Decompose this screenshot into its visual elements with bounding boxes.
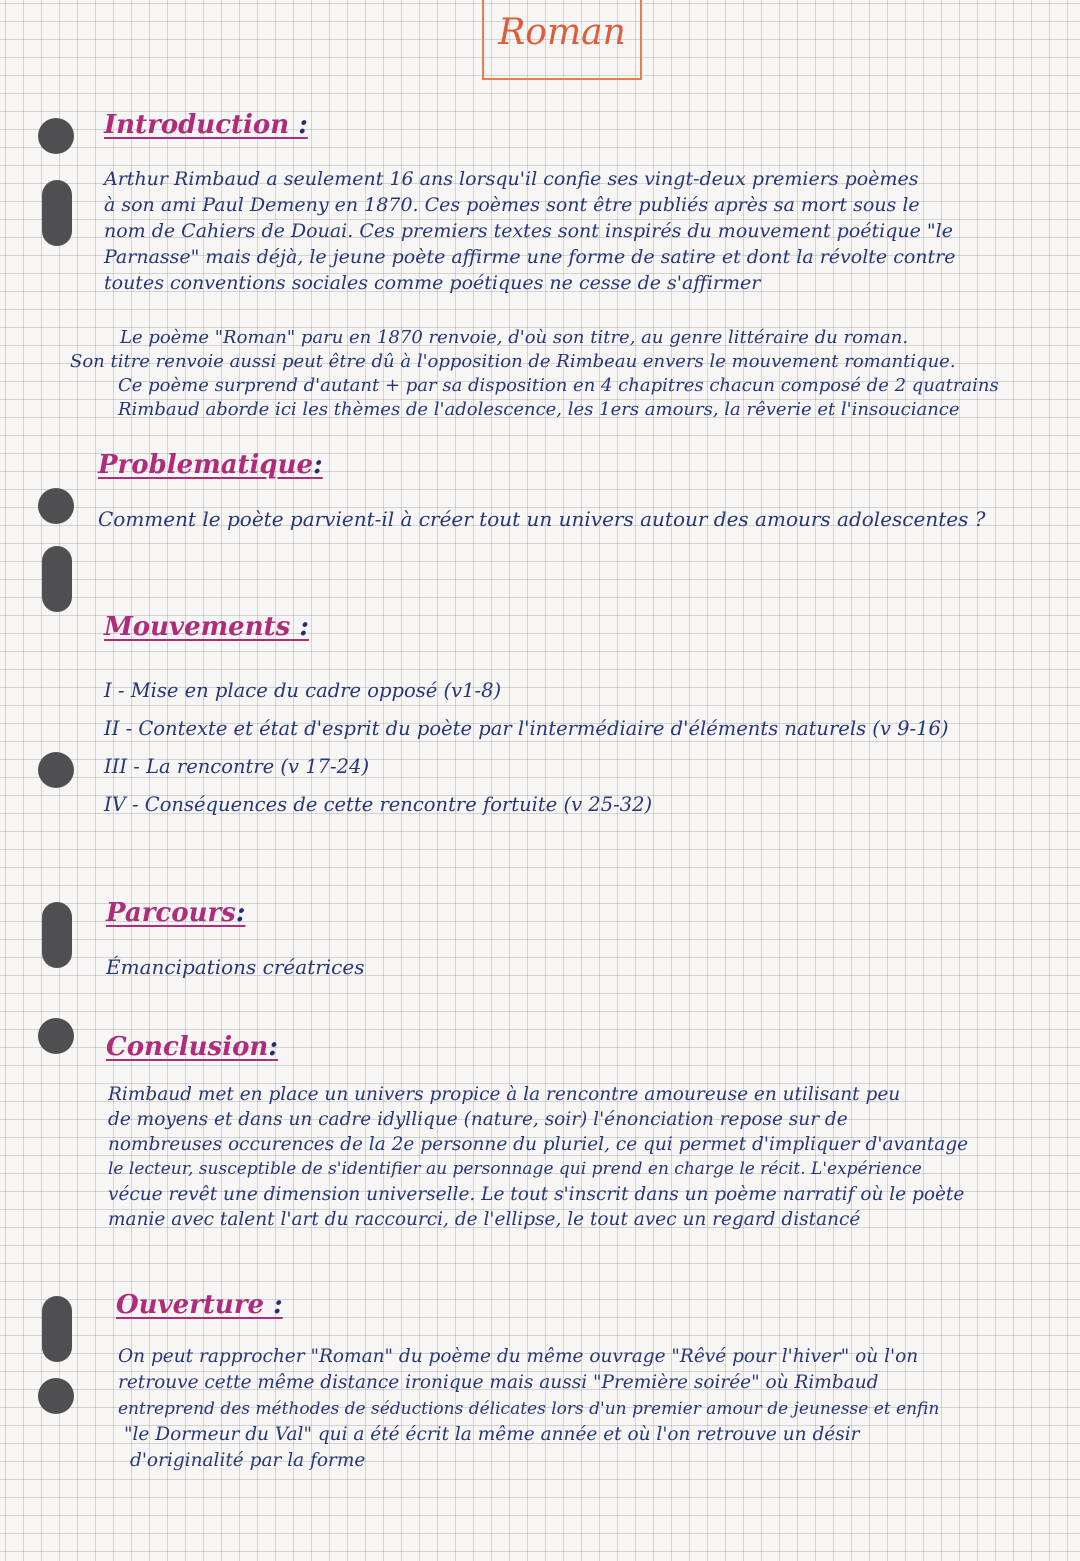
text-line: de moyens et dans un cadre idyllique (nature, soir) l'énonciation repose sur de	[108, 1109, 848, 1130]
title-box	[482, 0, 642, 80]
binder-slot	[42, 902, 72, 968]
list-item: I - Mise en place du cadre opposé (v1-8)	[104, 679, 502, 702]
text-line: On peut rapprocher "Roman" du poème du même ouvrage "Rêvé pour l'hiver" où l'on	[118, 1346, 919, 1367]
text-line: Le poème "Roman" paru en 1870 renvoie, d'où son titre, au genre littéraire du roman.	[120, 327, 909, 348]
conclusion-heading-text: Conclusion	[106, 1032, 269, 1062]
text-line: Arthur Rimbaud a seulement 16 ans lorsqu'il confie ses vingt-deux premiers poèmes	[104, 168, 919, 190]
binder-slot	[42, 546, 72, 612]
text-line: nombreuses occurences de la 2e personne du pluriel, ce qui permet d'impliquer d'avantage	[108, 1134, 969, 1155]
binder-slot	[42, 1296, 72, 1362]
list-item: III - La rencontre (v 17-24)	[104, 755, 370, 778]
problematique-question: Comment le poète parvient-il à créer tout un univers autour des amours adolescentes ?	[98, 507, 986, 531]
text-line: Rimbaud aborde ici les thèmes de l'adolescence, les 1ers amours, la rêverie et l'insouciance	[118, 399, 960, 420]
text-line: retrouve cette même distance ironique mais aussi "Première soirée" où Rimbaud	[118, 1372, 879, 1393]
list-item: IV - Conséquences de cette rencontre fortuite (v 25-32)	[104, 793, 653, 816]
text-line: Ce poème surprend d'autant + par sa disposition en 4 chapitres chacun composé de 2 quatrains	[118, 375, 999, 396]
problematique-heading-text: Problematique	[98, 450, 314, 480]
ouverture-paragraph	[118, 1344, 939, 1474]
text-line: "le Dormeur du Val" qui a été écrit la même année et où l'on retrouve un désir	[124, 1424, 860, 1445]
page-title: Roman	[498, 12, 626, 53]
binder-hole	[38, 1018, 74, 1054]
binder-hole	[38, 1378, 74, 1414]
parcours-text: Émancipations créatrices	[106, 955, 365, 979]
mouvements-list	[104, 672, 949, 824]
introduction-paragraph-1	[104, 166, 955, 296]
conclusion-paragraph	[108, 1082, 968, 1232]
binder-hole	[38, 118, 74, 154]
binder-slot	[42, 180, 72, 246]
text-line: toutes conventions sociales comme poétiques ne cesse de s'affirmer	[104, 272, 761, 294]
ouverture-heading: Ouverture :	[116, 1290, 283, 1320]
text-line: entreprend des méthodes de séductions délicates lors d'un premier amour de jeunesse et enfin	[118, 1399, 940, 1419]
text-line: Parnasse" mais déjà, le jeune poète affirme une forme de satire et dont la révolte contre	[104, 246, 956, 268]
mouvements-heading-text: Mouvements	[104, 612, 291, 642]
text-line: nom de Cahiers de Douai. Ces premiers textes sont inspirés du mouvement poétique "le	[104, 220, 953, 242]
parcours-heading-text: Parcours	[106, 898, 236, 928]
mouvements-heading: Mouvements :	[104, 612, 309, 642]
text-line: Rimbaud met en place un univers propice à la rencontre amoureuse en utilisant peu	[108, 1084, 901, 1105]
introduction-heading-text: Introduction	[104, 110, 290, 140]
text-line: vécue revêt une dimension universelle. Le tout s'inscrit dans un poème narratif où le poète	[108, 1184, 965, 1205]
text-line: Son titre renvoie aussi peut être dû à l'opposition de Rimbeau envers le mouvement romantique.	[70, 351, 956, 372]
conclusion-heading: Conclusion:	[106, 1032, 278, 1062]
text-line: d'originalité par la forme	[130, 1450, 366, 1471]
text-line: le lecteur, susceptible de s'identifier au personnage qui prend en charge le récit. L'expérience	[108, 1159, 922, 1179]
introduction-paragraph-2	[70, 326, 999, 422]
text-line: à son ami Paul Demeny en 1870. Ces poèmes sont être publiés après sa mort sous le	[104, 194, 920, 216]
list-item: II - Contexte et état d'esprit du poète par l'intermédiaire d'éléments naturels (v 9-16)	[104, 717, 949, 740]
text-line: manie avec talent l'art du raccourci, de l'ellipse, le tout avec un regard distancé	[108, 1209, 861, 1230]
parcours-heading: Parcours:	[106, 898, 246, 928]
binder-hole	[38, 488, 74, 524]
introduction-heading: Introduction :	[104, 110, 308, 140]
binder-hole	[38, 752, 74, 788]
ouverture-heading-text: Ouverture	[116, 1290, 265, 1320]
problematique-heading: Problematique:	[98, 450, 323, 480]
